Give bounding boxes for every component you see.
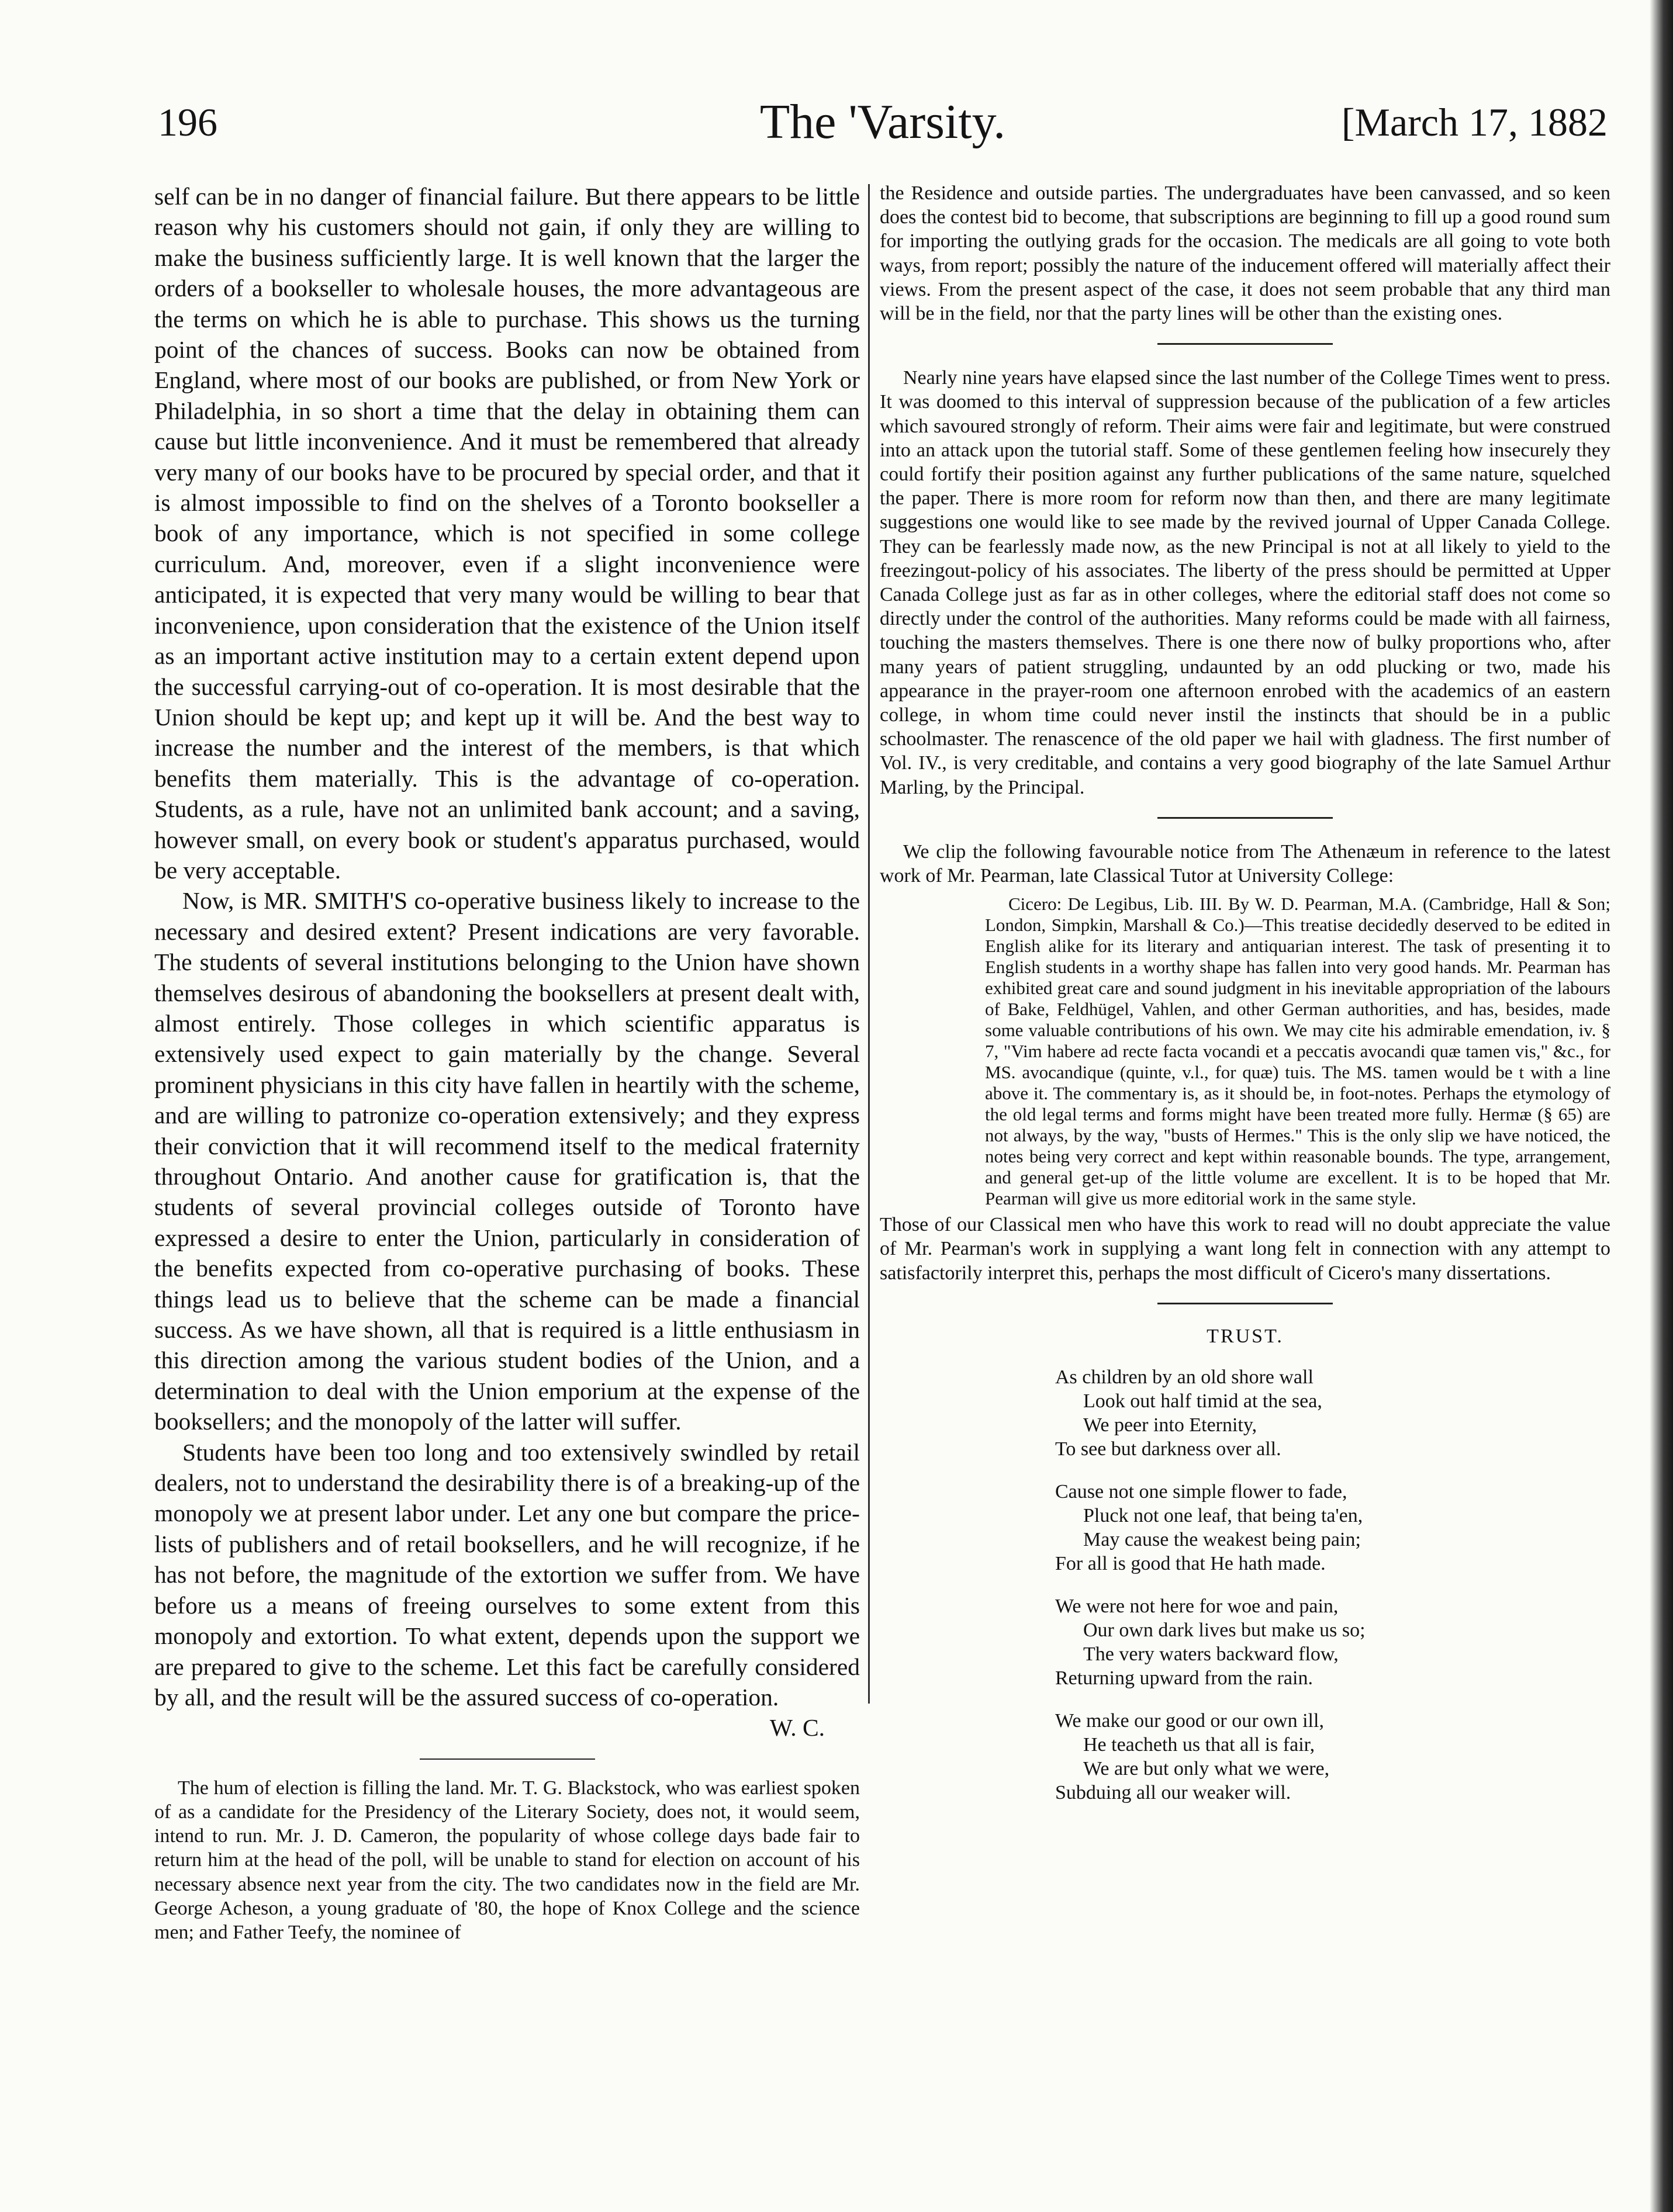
poem-line: We make our good or our own ill, [1055,1709,1324,1732]
poem-line: He teacheth us that all is fair, [1083,1733,1315,1756]
election-paragraph: The hum of election is filling the land. Mr. T. G. Blackstock, who was earliest spoken of as a candidate for the Presidency of the Literary Society, does not, it would seem, intend to run. Mr. J. D. Cameron, the popularity of whose college days bade fair to return him at the head of the poll, will be unable to stand for election on account of his necessary absence next year from the city. The two candidates now in the field are Mr. George Acheson, a young graduate of '80, the hope of Knox College and the science men; and Father Teefy, the nominee of [154,1777,860,1943]
poem-line: To see but darkness over all. [1055,1438,1281,1460]
section-rule [1157,817,1333,819]
section-rule [1157,343,1333,345]
poem-line: May cause the weakest being pain; [1083,1528,1361,1550]
column-divider [868,184,870,1704]
section-rule [420,1758,595,1760]
left-column [154,181,860,2145]
poem-line: We are but only what we were, [1083,1757,1330,1780]
poem [1055,1365,1610,1805]
poem-stanza [1055,1480,1610,1576]
scan-edge-shadow [1650,0,1673,2212]
poem-line: Subduing all our weaker will. [1055,1781,1291,1803]
page-number: 196 [158,100,217,144]
poem-line: We were not here for woe and pain, [1055,1595,1339,1617]
poem-line: The very waters backward flow, [1083,1643,1339,1665]
athenaeum-quote: Cicero: De Legibus, Lib. III. By W. D. Pearman, M.A. (Cambridge, Hall & Son; London, Simpkin, Marshall & Co.)—This treatise decidedly deserved to be edited in English alike for its literary and antiquarian interest. The task of presenting it to English students in a worthy shape has fallen into very good hands. Mr. Pearman has exhibited great care and sound judgment in his inevitable appropriation of the labours of Bake, Feldhügel, Vahlen, and other German authorities, and has, besides, made some valuable contributions of his own. We may cite his admirable emendation, iv. § 7, "Vim habere ad recte facta vocandi et a peccatis avocandi quæ tamen vis," &c., for MS. avocandique (quinte, v.l., for quæ) tuis. The MS. tamen would be t with a line above it. The commentary is, as it should be, in foot-notes. Perhaps the etymology of the old legal terms and forms might have been treated more fully. Hermæ (§ 65) are not always, by the way, "busts of Hermes." This is the only slip we have noticed, the notes being very correct and kept within reasonable bounds. The type, arrangement, and general get-up of the little volume are excellent. It is to be hoped that Mr. Pearman will give us more editorial work in the same style. [985,894,1610,1209]
athenaeum-outro: Those of our Classical men who have this work to read will no doubt appreciate the value of Mr. Pearman's work in supplying a want long felt in connection with any attempt to satisfactorily interpret this, perhaps the most difficult of Cicero's many dissertations. [880,1214,1610,1284]
poem-line: For all is good that He hath made. [1055,1552,1326,1574]
poem-line: Our own dark lives but make us so; [1083,1619,1366,1641]
poem-stanza [1055,1365,1610,1461]
college-times-paragraph: Nearly nine years have elapsed since the last number of the College Times went to press. It was doomed to this interval of suppression because of the publication of a few articles which savoured strongly of reform. Their aims were fair and legitimate, but were construed into an attack upon the tutorial staff. Some of these gentlemen feeling how insecurely they could fortify their position against any further publications of the same nature, squelched the paper. There is more room for reform now than then, and there are many legitimate suggestions one would like to see made by the revived journal of Upper Canada College. They can be fearlessly made now, as the new Principal is not at all likely to yield to the freezingout-policy of his associates. The liberty of the press should be permitted at Upper Canada College just as far as in other colleges, where the editorial staff does not come so directly under the control of the authorities. Many reforms could be made with all fairness, touching the masters themselves. There is one there now of bulky proportions who, after many years of patient struggling, undaunted by an odd plucking or two, made his appearance in the prayer-room one afternoon enrobed with the academics of an eastern college, in whom time could never instil the instincts that should be in a public schoolmaster. The renascence of the old paper we hail with gladness. The first number of Vol. IV., is very creditable, and contains a very good biography of the late Samuel Arthur Marling, by the Principal. [880,367,1610,798]
issue-date: [March 17, 1882 [1341,100,1608,144]
page-header [158,88,1608,158]
publication-title: The 'Varsity. [759,95,1006,149]
poem-line: Pluck not one leaf, that being ta'en, [1083,1504,1363,1526]
poem-line: Look out half timid at the sea, [1083,1390,1322,1412]
athenaeum-intro: We clip the following favourable notice from The Athenæum in reference to the latest work of Mr. Pearman, late Classical Tutor at University College: [880,840,1610,887]
section-rule [1157,1303,1333,1304]
article-paragraph-2: Now, is MR. SMITH'S co-operative business likely to increase to the necessary and desired extent? Present indications are very favorable. The students of several institutions belonging to the Union have shown themselves desirous of abandoning the booksellers at present dealt with, almost entirely. Those colleges in which scientific apparatus is extensively used expect to gain materially by the change. Several prominent physicians in this city have fallen in heartily with the scheme, and are willing to patronize co-operation extensively; and they express their conviction that it will recommend itself to the medical fraternity throughout Ontario. And another cause for gratification is, that the students of several provincial colleges outside of Toronto have expressed a desire to enter the Union, particularly in consideration of the benefits expected from co-operative purchasing of books. These things lead us to believe that the scheme can be made a financial success. As we have shown, all that is required is a little enthusiasm in this direction among the various student bodies of the Union, and a determination to deal with the Union emporium at the expense of the booksellers; and the monopoly of the latter will suffer. [154,887,860,1435]
article-paragraph-1: self can be in no danger of financial failure. But there appears to be little reason why his customers should not gain, if only they are willing to make the business sufficiently large. It is well known that the larger the orders of a bookseller to wholesale houses, the more advantageous are the terms on which he is able to purchase. This shows us the turning point of the chances of success. Books can now be obtained from England, where most of our books are published, or from New York or Philadelphia, in so short a time that the delay in obtaining them can cause but little inconvenience. And it must be remembered that already very many of our books have to be procured by special order, and that it is almost impossible to find on the shelves of a Toronto bookseller a book of any importance, which is not specified in some college curriculum. And, moreover, even if a slight inconvenience were anticipated, it is expected that very many would be willing to bear that inconvenience, upon consideration that the existence of the Union itself as an important active institution may to a certain extent depend upon the successful carrying-out of co-operation. It is most desirable that the Union should be kept up; and kept up it will be. And the best way to increase the number and the interest of the members, is that which benefits them materially. This is the advantage of co-operation. Students, as a rule, have not an unlimited bank account; and a saving, however small, on every book or student's apparatus purchased, would be very acceptable. [154,183,860,884]
poem-line: Cause not one simple flower to fade, [1055,1480,1347,1503]
election-continuation: the Residence and outside parties. The undergraduates have been canvassed, and so keen does the contest bid to become, that subscriptions are beginning to fill up a good round sum for importing the outlying grads for the occasion. The medicals are all going to vote both ways, from report; possibly the nature of the inducement offered will materially affect their views. From the present aspect of the case, it does not seem probable that any third man will be in the field, nor that the party lines will be other than the existing ones. [880,182,1610,325]
poem-line: We peer into Eternity, [1083,1414,1257,1436]
article-signature: W. C. [769,1714,825,1742]
poem-stanza [1055,1594,1610,1690]
poem-stanza [1055,1709,1610,1805]
poem-line: As children by an old shore wall [1055,1366,1313,1388]
poem-title: TRUST. [1207,1325,1284,1347]
poem-line: Returning upward from the rain. [1055,1667,1313,1689]
article-paragraph-3: Students have been too long and too extensively swindled by retail dealers, not to understand the desirability there is of a breaking-up of the monopoly we at present labor under. Let any one but compare the price-lists of publishers and of retail booksellers, and he will recognize, if he has not before, the magnitude of the extortion we suffer from. We have before us a means of freeing ourselves to some extent from this monopoly and extortion. To what extent, depends upon the support we are prepared to give to the scheme. Let this fact be carefully considered by all, and the result will be the assured success of co-operation. [154,1438,860,1711]
right-column [880,181,1610,2145]
